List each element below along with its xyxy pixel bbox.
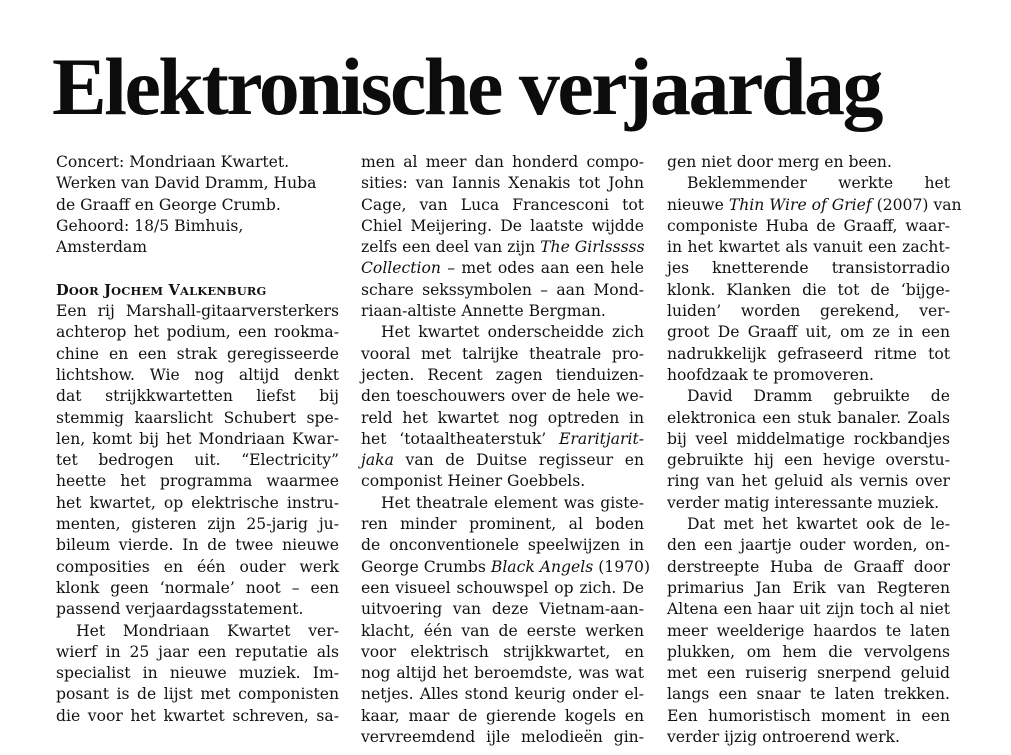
text-run: achterop het podium, een rookma-: [56, 323, 339, 342]
text-line: [361, 642, 644, 663]
text-run: klacht, één van de eerste werken: [361, 621, 644, 640]
text-line: [361, 408, 644, 429]
text-run: klonk. Klanken die tot de ‘bijge-: [667, 280, 950, 299]
text-line: [361, 195, 644, 216]
text-line: [361, 621, 644, 642]
text-run: vervreemdend ijle melodieën gin-: [361, 728, 644, 747]
italic-title: jaka: [361, 451, 394, 470]
text-line: [361, 514, 644, 535]
text-line: [361, 258, 644, 279]
column-2-body: [361, 152, 651, 748]
byline: DOOR JOCHEM VALKENBURG: [56, 281, 267, 299]
text-run: hoofdzaak te promoveren.: [667, 365, 874, 384]
text-run: (2007) van: [871, 195, 962, 214]
text-run: Chiel Meijering. De laatste wijdde: [361, 216, 644, 235]
text-line: [361, 535, 644, 556]
text-line: [667, 684, 950, 705]
text-line: [56, 344, 339, 365]
italic-title: Black Angels: [490, 557, 594, 576]
column-1-body: [56, 301, 339, 727]
text-run: passend verjaardagsstatement.: [56, 600, 304, 619]
text-line: [361, 663, 644, 684]
text-run: tet bedrogen uit. “Electricity”: [56, 451, 339, 470]
italic-title: The Girlsssss: [540, 238, 645, 257]
text-run: den een jaartje ouder worden, on-: [667, 536, 950, 555]
text-run: composities en één ouder werk: [56, 557, 339, 576]
text-run: kaar, maar de gierende kogels en: [361, 706, 644, 725]
text-line: [361, 322, 644, 343]
spacer: [56, 258, 339, 279]
text-line: [667, 408, 950, 429]
text-run: gen niet door merg en been.: [667, 153, 892, 171]
text-run: het ‘totaaltheaterstuk’: [361, 429, 560, 448]
info-line: Amsterdam: [56, 238, 148, 257]
text-line: [667, 706, 950, 727]
text-run: – met odes aan een hele: [440, 259, 644, 278]
text-run: plukken, om hem die vervolgens: [667, 642, 950, 661]
text-run: bij veel middelmatige rockbandjes: [667, 429, 950, 448]
text-run: schare sekssymbolen – aan Mond-: [361, 280, 644, 299]
text-line: [667, 301, 950, 322]
text-run: gebruikte hij een hevige overstu-: [667, 451, 950, 470]
text-run: uitvoering van deze Vietnam-aan-: [361, 600, 644, 619]
text-line: [361, 386, 644, 407]
text-line: [667, 365, 950, 386]
text-line: [56, 663, 339, 684]
text-line: [667, 152, 950, 173]
text-line: [667, 258, 950, 279]
text-run: George Crumbs: [361, 557, 491, 576]
text-run: Het theatrale element was giste-: [381, 493, 644, 512]
text-run: David Dramm gebruikte de: [687, 387, 950, 406]
text-line: [56, 365, 339, 386]
text-line: [667, 195, 962, 216]
text-line: [56, 642, 339, 663]
text-run: het kwartet, op elektrische instru-: [56, 493, 339, 512]
text-line: [667, 663, 950, 684]
text-line: [361, 450, 644, 471]
column-2: [361, 152, 651, 748]
text-run: Beklemmender werkte het: [687, 174, 950, 193]
text-line: [361, 599, 644, 620]
text-run: riaan-altiste Annette Bergman.: [361, 302, 606, 321]
text-line: [667, 429, 950, 450]
info-line: Gehoord: 18/5 Bimhuis,: [56, 216, 244, 235]
text-line: [361, 173, 644, 194]
italic-title: Collection: [361, 259, 441, 278]
text-run: elektronica een stuk banaler. Zoals: [667, 408, 950, 427]
text-run: primarius Jan Erik van Regteren: [667, 578, 950, 597]
text-line: [56, 408, 339, 429]
text-run: sities: van Iannis Xenakis tot John: [361, 174, 644, 193]
text-line: [667, 514, 950, 535]
text-run: een visueel schouwspel op zich. De: [361, 578, 644, 597]
text-run: die voor het kwartet schreven, sa-: [56, 706, 339, 725]
text-line: [361, 493, 644, 514]
text-line: [361, 471, 644, 492]
text-run: men al meer dan honderd compo-: [361, 153, 644, 171]
text-run: den toeschouwers over de hele we-: [361, 387, 644, 406]
text-line: [56, 322, 339, 343]
text-line: [667, 237, 950, 258]
column-3-body: [667, 152, 962, 748]
text-run: stemmig kaarslicht Schubert spe-: [56, 408, 339, 427]
text-run: ren minder prominent, al boden: [361, 515, 644, 534]
text-line: [667, 344, 950, 365]
text-run: de onconventionele speelwijzen in: [361, 536, 644, 555]
text-line: [667, 578, 950, 599]
text-run: Altena een haar uit zijn toch al niet: [667, 600, 950, 619]
text-run: Het Mondriaan Kwartet ver-: [76, 621, 339, 640]
text-run: vooral met talrijke theatrale pro-: [361, 344, 644, 363]
text-run: Het kwartet onderscheidde zich: [381, 323, 644, 342]
text-run: nadrukkelijk gefraseerd ritme tot: [667, 344, 950, 363]
info-line: de Graaff en George Crumb.: [56, 195, 281, 214]
text-run: jes knetterende transistorradio: [667, 259, 950, 278]
text-run: Dat met het kwartet ook de le-: [687, 515, 950, 534]
text-line: [667, 621, 950, 642]
text-line: [667, 599, 950, 620]
text-line: [361, 237, 644, 258]
text-line: [361, 557, 651, 578]
text-run: posant is de lijst met componisten: [56, 685, 339, 704]
text-line: [667, 322, 950, 343]
text-line: [56, 514, 339, 535]
text-run: Een rij Marshall-gitaarversterkers: [56, 302, 339, 321]
text-line: [361, 365, 644, 386]
text-line: [56, 493, 339, 514]
text-run: met een ruiserig snerpend geluid: [667, 664, 950, 683]
italic-title: Thin Wire of Grief: [728, 195, 872, 214]
text-run: verder matig interessante muziek.: [667, 493, 940, 512]
italic-title: Eraritjarit-: [559, 429, 644, 448]
text-run: klonk geen ‘normale’ noot – een: [56, 578, 339, 597]
info-line: Concert: Mondriaan Kwartet.: [56, 153, 290, 171]
column-1: [56, 152, 339, 727]
text-run: ring van het geluid als vernis over: [667, 472, 950, 491]
text-line: [361, 578, 644, 599]
text-line: [56, 386, 339, 407]
text-line: [56, 706, 339, 727]
text-run: lichtshow. Wie nog altijd denkt: [56, 365, 339, 384]
text-line: [56, 429, 339, 450]
text-run: zelfs een deel van zijn: [361, 238, 541, 257]
text-run: groot De Graaff uit, om ze in een: [667, 323, 950, 342]
text-line: [667, 493, 950, 514]
text-line: [361, 152, 644, 173]
text-run: componist Heiner Goebbels.: [361, 472, 586, 491]
text-run: nog altijd het beroemdste, was wat: [361, 664, 644, 683]
text-line: [361, 684, 644, 705]
text-run: Cage, van Luca Francesconi tot: [361, 195, 644, 214]
info-line: Werken van David Dramm, Huba: [56, 174, 317, 193]
text-line: [361, 301, 644, 322]
text-line: [56, 621, 339, 642]
text-run: chine en een strak geregisseerde: [56, 344, 339, 363]
text-line: [667, 173, 950, 194]
text-line: [361, 429, 644, 450]
text-line: [56, 450, 339, 471]
text-line: [56, 471, 339, 492]
text-run: van de Duitse regisseur en: [393, 451, 644, 470]
text-line: [361, 727, 644, 748]
text-line: [667, 280, 950, 301]
text-line: [56, 535, 339, 556]
text-line: [56, 578, 339, 599]
column-3: [667, 152, 962, 748]
text-run: jecten. Recent zagen tienduizen-: [361, 365, 644, 384]
headline: Elektronische verjaardag: [52, 41, 881, 132]
text-run: bileum vierde. In de twee nieuwe: [56, 536, 339, 555]
text-run: nieuwe: [667, 195, 729, 214]
text-line: [56, 557, 339, 578]
text-line: [667, 642, 950, 663]
text-run: Een humoristisch moment in een: [667, 706, 950, 725]
text-run: menten, gisteren zijn 25-jarig ju-: [56, 515, 339, 534]
text-run: verder ijzig ontroerend werk.: [667, 728, 900, 747]
text-line: [667, 450, 950, 471]
text-line: [667, 535, 950, 556]
text-run: in het kwartet als vanuit een zacht-: [667, 238, 950, 257]
text-run: (1970): [593, 557, 651, 576]
text-run: heette het programma waarmee: [56, 472, 339, 491]
text-run: reld het kwartet nog optreden in: [361, 408, 644, 427]
text-run: len, komt bij het Mondriaan Kwar-: [56, 429, 339, 448]
text-run: langs een snaar te laten trekken.: [667, 685, 950, 704]
text-run: netjes. Alles stond keurig onder el-: [361, 685, 644, 704]
text-run: componiste Huba de Graaff, waar-: [667, 216, 950, 235]
text-line: [361, 706, 644, 727]
text-run: dat strijkkwartetten liefst bij: [56, 387, 339, 406]
text-line: [361, 280, 644, 301]
text-run: luiden’ worden gerekend, ver-: [667, 302, 950, 321]
text-line: [56, 599, 339, 620]
text-line: [361, 344, 644, 365]
text-line: [361, 216, 644, 237]
text-line: [667, 216, 950, 237]
text-line: [667, 557, 950, 578]
text-line: [56, 684, 339, 705]
text-line: [667, 471, 950, 492]
text-run: voor elektrisch strijkkwartet, en: [361, 642, 644, 661]
concert-info: [56, 152, 339, 258]
text-run: specialist in nieuwe muziek. Im-: [56, 664, 339, 683]
text-line: [667, 386, 950, 407]
text-run: meer weelderige haardos te laten: [667, 621, 950, 640]
text-run: derstreepte Huba de Graaff door: [667, 557, 950, 576]
text-line: [56, 301, 339, 322]
text-run: wierf in 25 jaar een reputatie als: [56, 642, 339, 661]
text-line: [667, 727, 950, 748]
